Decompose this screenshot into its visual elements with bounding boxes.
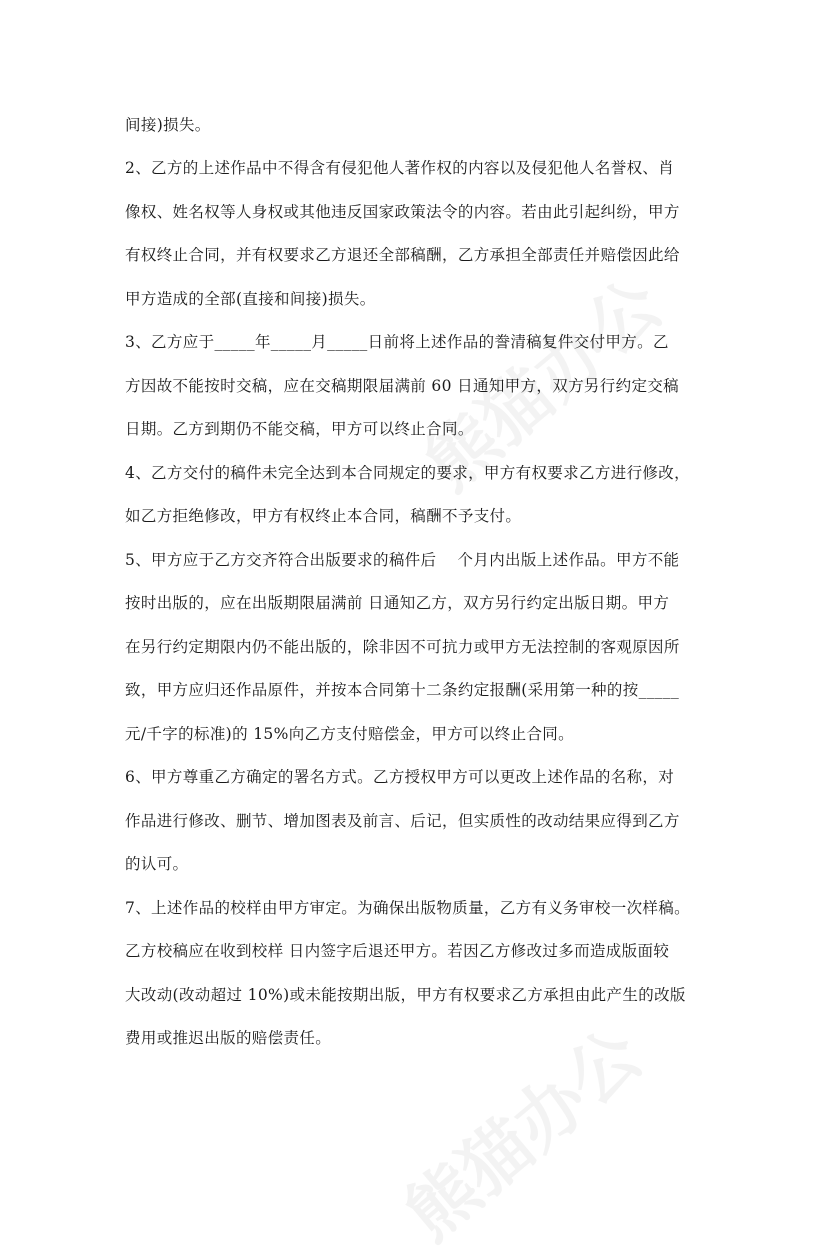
- text-line: 5、甲方应于乙方交齐符合出版要求的稿件后 个月内出版上述作品。甲方不能: [125, 551, 680, 569]
- text-line: 如乙方拒绝修改，甲方有权终止本合同，稿酬不予支付。: [125, 507, 522, 525]
- text-line: 7、上述作品的校样由甲方审定。为确保出版物质量，乙方有义务审校一次样稿。: [125, 899, 690, 917]
- text-line: 2、乙方的上述作品中不得含有侵犯他人著作权的内容以及侵犯他人名誉权、肖: [125, 159, 675, 177]
- text-line: 在另行约定期限内仍不能出版的，除非因不可抗力或甲方无法控制的客观原因所: [125, 638, 680, 656]
- text-line: 日期。乙方到期仍不能交稿，甲方可以终止合同。: [125, 420, 474, 438]
- text-line: 乙方校稿应在收到校样 日内签字后退还甲方。若因乙方修改过多而造成版面较: [125, 942, 670, 960]
- text-line: 甲方造成的全部(直接和间接)损失。: [125, 290, 376, 308]
- text-line: 像权、姓名权等人身权或其他违反国家政策法令的内容。若由此引起纠纷，甲方: [125, 203, 680, 221]
- text-line: 按时出版的，应在出版期限届满前 日通知乙方，双方另行约定出版日期。甲方: [125, 594, 670, 612]
- text-line: 6、甲方尊重乙方确定的署名方式。乙方授权甲方可以更改上述作品的名称，对: [125, 768, 675, 786]
- text-line: 费用或推迟出版的赔偿责任。: [125, 1029, 332, 1047]
- text-line: 有权终止合同，并有权要求乙方退还全部稿酬，乙方承担全部责任并赔偿因此给: [125, 246, 680, 264]
- text-line: 3、乙方应于_____年_____月_____日前将上述作品的誊清稿复件交付甲方。乙: [125, 333, 669, 351]
- text-line: 元/千字的标准)的 15%向乙方支付赔偿金，甲方可以终止合同。: [125, 725, 574, 743]
- text-line: 间接)损失。: [125, 116, 211, 134]
- text-line: 4、乙方交付的稿件未完全达到本合同规定的要求，甲方有权要求乙方进行修改，: [125, 464, 690, 482]
- text-line: 方因故不能按时交稿，应在交稿期限届满前 60 日通知甲方，双方另行约定交稿: [125, 377, 680, 395]
- text-line: 的认可。: [125, 855, 189, 873]
- text-line: 大改动(改动超过 10%)或未能按期出版，甲方有权要求乙方承担由此产生的改版: [125, 986, 686, 1004]
- text-line: 作品进行修改、删节、增加图表及前言、后记，但实质性的改动结果应得到乙方: [125, 812, 680, 830]
- text-line: 致，甲方应归还作品原件，并按本合同第十二条约定报酬(采用第一种的按_____: [125, 681, 680, 699]
